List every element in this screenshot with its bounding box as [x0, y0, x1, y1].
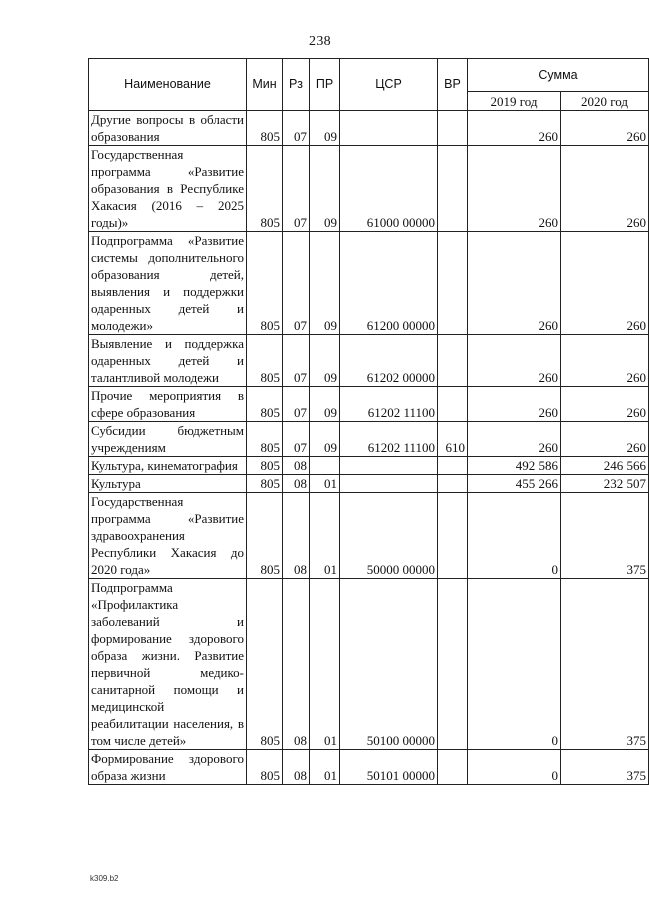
- row-sum-2020: 260: [561, 335, 649, 387]
- row-rz: 08: [283, 457, 310, 475]
- row-vr: [438, 146, 468, 232]
- row-min: 805: [247, 422, 283, 457]
- row-sum-2020: 375: [561, 750, 649, 785]
- row-pr: 09: [310, 146, 340, 232]
- header-name: Наименование: [89, 59, 247, 111]
- row-name: Прочие мероприятия в сфере образования: [89, 387, 247, 422]
- row-name: Выявление и поддержка одаренных детей и талантливой молодежи: [89, 335, 247, 387]
- row-min: 805: [247, 750, 283, 785]
- row-name: Культура: [89, 475, 247, 493]
- row-csr: [340, 111, 438, 146]
- row-sum-2019: 0: [468, 750, 561, 785]
- row-vr: 610: [438, 422, 468, 457]
- row-sum-2019: 0: [468, 579, 561, 750]
- row-sum-2019: 260: [468, 232, 561, 335]
- row-name: Субсидии бюджетным учреждениям: [89, 422, 247, 457]
- row-min: 805: [247, 457, 283, 475]
- row-sum-2019: 260: [468, 387, 561, 422]
- row-pr: 01: [310, 493, 340, 579]
- row-vr: [438, 232, 468, 335]
- row-min: 805: [247, 387, 283, 422]
- row-vr: [438, 750, 468, 785]
- header-rz: Рз: [283, 59, 310, 111]
- row-vr: [438, 457, 468, 475]
- table-row: [89, 579, 649, 750]
- row-sum-2020: 375: [561, 579, 649, 750]
- row-name: Другие вопросы в области образования: [89, 111, 247, 146]
- row-csr: [340, 475, 438, 493]
- row-sum-2020: 260: [561, 387, 649, 422]
- row-name: Государственная программа «Развитие здравоохранения Республики Хакасия до 2020 года»: [89, 493, 247, 579]
- row-pr: 09: [310, 111, 340, 146]
- row-min: 805: [247, 493, 283, 579]
- row-pr: 09: [310, 335, 340, 387]
- row-rz: 07: [283, 232, 310, 335]
- row-csr: 61202 11100: [340, 422, 438, 457]
- row-vr: [438, 493, 468, 579]
- row-csr: 61000 00000: [340, 146, 438, 232]
- row-sum-2019: 260: [468, 335, 561, 387]
- row-min: 805: [247, 111, 283, 146]
- row-vr: [438, 335, 468, 387]
- footer-code: k309.b2: [90, 874, 119, 883]
- table-header: [89, 59, 649, 111]
- row-rz: 07: [283, 422, 310, 457]
- table-row: [89, 750, 649, 785]
- row-rz: 07: [283, 146, 310, 232]
- row-pr: 09: [310, 422, 340, 457]
- row-name: Подпрограмма «Профилактика заболеваний и формирование здорового образа жизни. Развитие первичной медико-санитарной помощи и медицинской реабилитации населения, в том числе детей»: [89, 579, 247, 750]
- row-pr: 09: [310, 232, 340, 335]
- table-row: [89, 387, 649, 422]
- row-vr: [438, 387, 468, 422]
- row-pr: 09: [310, 387, 340, 422]
- row-sum-2020: 260: [561, 232, 649, 335]
- budget-table: [88, 58, 649, 785]
- row-sum-2020: 260: [561, 422, 649, 457]
- row-csr: 61202 11100: [340, 387, 438, 422]
- row-pr: [310, 457, 340, 475]
- row-sum-2020: 260: [561, 146, 649, 232]
- header-pr: ПР: [310, 59, 340, 111]
- table-row: [89, 232, 649, 335]
- row-name: Подпрограмма «Развитие системы дополнительного образования детей, выявления и поддержки одаренных детей и молодежи»: [89, 232, 247, 335]
- header-csr: ЦСР: [340, 59, 438, 111]
- row-rz: 07: [283, 387, 310, 422]
- row-min: 805: [247, 475, 283, 493]
- row-sum-2020: 246 566: [561, 457, 649, 475]
- row-pr: 01: [310, 475, 340, 493]
- row-min: 805: [247, 146, 283, 232]
- table-row: [89, 335, 649, 387]
- row-sum-2019: 260: [468, 111, 561, 146]
- row-rz: 07: [283, 335, 310, 387]
- row-csr: 61200 00000: [340, 232, 438, 335]
- row-sum-2019: 0: [468, 493, 561, 579]
- table-row: [89, 146, 649, 232]
- row-csr: [340, 457, 438, 475]
- header-vr: ВР: [438, 59, 468, 111]
- row-sum-2019: 492 586: [468, 457, 561, 475]
- table-body: [89, 111, 649, 785]
- row-pr: 01: [310, 750, 340, 785]
- row-vr: [438, 111, 468, 146]
- table-row: [89, 111, 649, 146]
- row-name: Культура, кинематография: [89, 457, 247, 475]
- row-csr: 50101 00000: [340, 750, 438, 785]
- row-csr: 50000 00000: [340, 493, 438, 579]
- table-row: [89, 422, 649, 457]
- row-rz: 08: [283, 493, 310, 579]
- row-csr: 61202 00000: [340, 335, 438, 387]
- row-rz: 08: [283, 750, 310, 785]
- row-sum-2020: 232 507: [561, 475, 649, 493]
- row-min: 805: [247, 335, 283, 387]
- row-sum-2020: 260: [561, 111, 649, 146]
- table-row: [89, 475, 649, 493]
- row-vr: [438, 475, 468, 493]
- table-row: [89, 493, 649, 579]
- row-name: Государственная программа «Развитие образования в Республике Хакасия (2016 – 2025 годы)»: [89, 146, 247, 232]
- row-sum-2019: 455 266: [468, 475, 561, 493]
- row-min: 805: [247, 232, 283, 335]
- row-pr: 01: [310, 579, 340, 750]
- header-year-2020: 2020 год: [561, 92, 649, 111]
- table-row: [89, 457, 649, 475]
- row-name: Формирование здорового образа жизни: [89, 750, 247, 785]
- header-min: Мин: [247, 59, 283, 111]
- row-sum-2019: 260: [468, 422, 561, 457]
- row-vr: [438, 579, 468, 750]
- row-rz: 08: [283, 475, 310, 493]
- row-sum-2019: 260: [468, 146, 561, 232]
- header-sum: Сумма: [468, 59, 649, 92]
- row-rz: 08: [283, 579, 310, 750]
- page-number: 238: [309, 34, 331, 49]
- header-year-2019: 2019 год: [468, 92, 561, 111]
- row-min: 805: [247, 579, 283, 750]
- row-csr: 50100 00000: [340, 579, 438, 750]
- row-rz: 07: [283, 111, 310, 146]
- row-sum-2020: 375: [561, 493, 649, 579]
